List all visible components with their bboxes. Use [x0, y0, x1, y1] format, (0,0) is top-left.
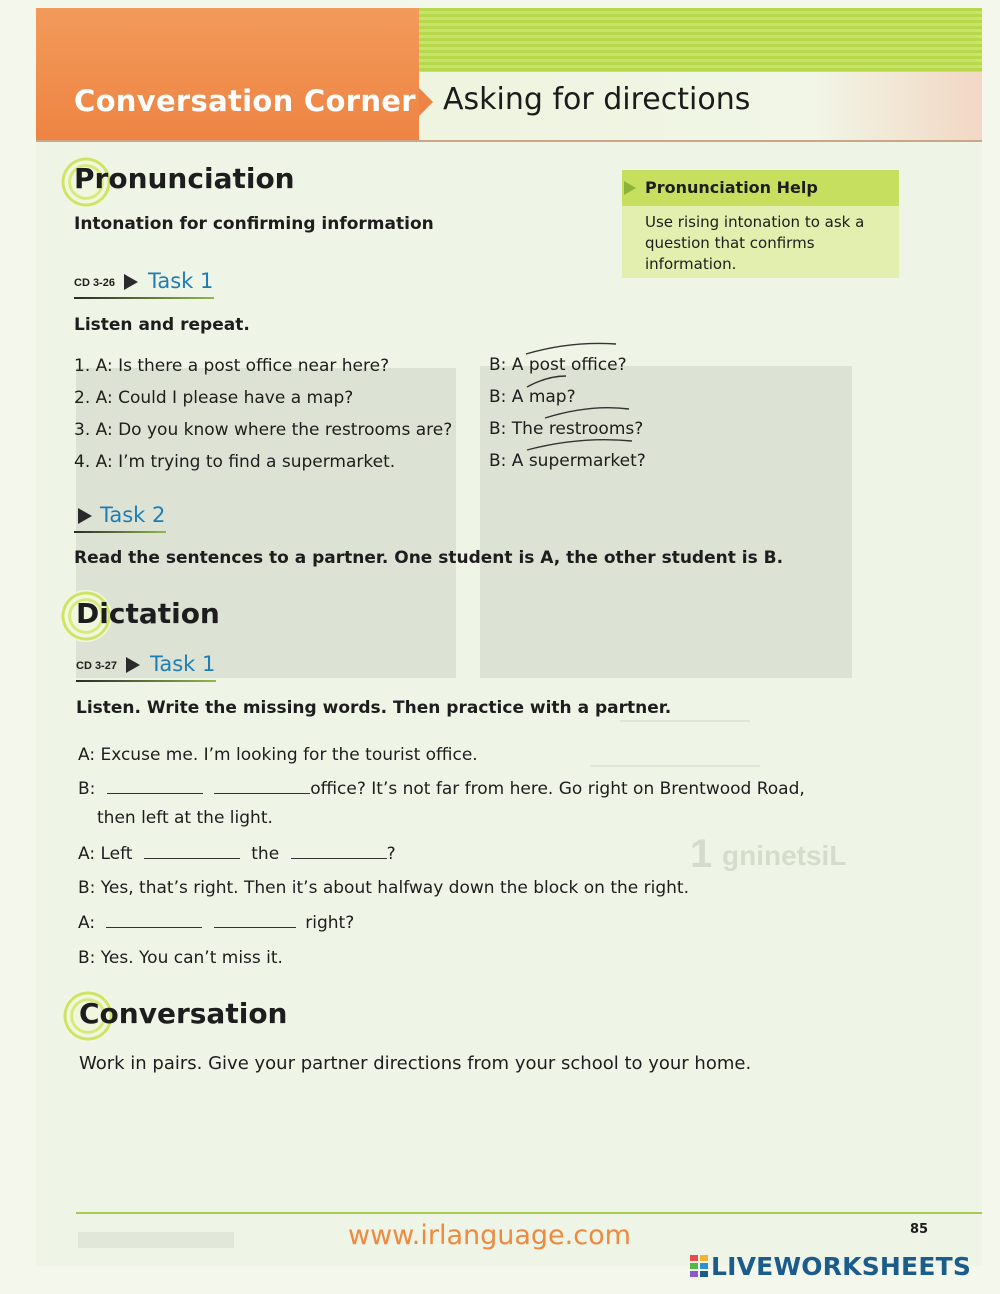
line-text: A: Left [78, 844, 133, 864]
line-b: B: The restrooms? [489, 419, 644, 439]
dictation-heading: Dictation [76, 597, 220, 630]
line-text: office? It’s not far from here. Go right on Brentwood Road, [310, 779, 805, 799]
footer-rule [76, 1212, 982, 1214]
task-label: Task 1 [150, 652, 216, 676]
dictation-line [78, 844, 396, 864]
task-underline [74, 531, 166, 533]
line-text: the [251, 844, 280, 864]
dictation-line: A: Excuse me. I’m looking for the tourist office. [78, 745, 478, 765]
answer-blank[interactable] [291, 844, 387, 859]
speaker-label: B: [78, 779, 96, 799]
line-b: B: A supermarket? [489, 451, 646, 471]
answer-blank[interactable] [214, 779, 310, 794]
footer-ghost [78, 1232, 234, 1248]
intonation-arrow-icon [527, 376, 566, 387]
conversation-heading: Conversation [79, 997, 288, 1030]
dictation-line [78, 913, 354, 933]
line-b: B: A map? [489, 387, 576, 407]
play-icon [126, 657, 140, 673]
dictation-line [78, 779, 805, 799]
page-number: 85 [910, 1222, 929, 1237]
help-title: Pronunciation Help [645, 178, 818, 197]
task-label: Task 1 [148, 269, 214, 293]
dictation-line: B: Yes, that’s right. Then it’s about halfway down the block on the right. [78, 878, 689, 898]
intonation-arrow-icon [545, 408, 629, 418]
pronunciation-heading: Pronunciation [74, 162, 295, 195]
task-instruction: Listen and repeat. [74, 315, 250, 335]
line-text: ? [386, 844, 396, 864]
intonation-arrow-icon [526, 343, 616, 354]
answer-blank[interactable] [214, 913, 296, 928]
task-instruction: Read the sentences to a partner. One student is A, the other student is B. [74, 548, 784, 568]
cd-track-label: CD 3-26 [74, 277, 115, 289]
line-a: 2. A: Could I please have a map? [74, 388, 354, 408]
line-a: 3. A: Do you know where the restrooms are? [74, 420, 453, 440]
task-instruction: Listen. Write the missing words. Then practice with a partner. [76, 698, 672, 718]
line-a: 4. A: I’m trying to find a supermarket. [74, 452, 396, 472]
intonation-arrow-icon [527, 440, 632, 450]
ghost-rule [590, 765, 760, 767]
line-b: B: A post office? [489, 355, 627, 375]
task-label: Task 2 [100, 503, 166, 527]
help-arrow-icon [624, 181, 636, 195]
ghost-rule [620, 720, 750, 722]
liveworksheets-logo-icon [690, 1255, 708, 1277]
header-subtitle: Asking for directions [443, 82, 751, 117]
liveworksheets-brand[interactable]: LIVEWORKSHEETS [711, 1252, 972, 1281]
help-text: Use rising intonation to ask a question that confirms information. [645, 213, 865, 273]
pronunciation-subheading: Intonation for confirming information [74, 214, 434, 234]
line-a: 1. A: Is there a post office near here? [74, 356, 390, 376]
speaker-label: A: [78, 913, 96, 933]
line-text: right? [305, 913, 355, 933]
answer-blank[interactable] [106, 913, 202, 928]
dictation-line: B: Yes. You can’t miss it. [78, 948, 283, 968]
play-icon [78, 508, 92, 524]
footer-url[interactable]: www.irlanguage.com [348, 1220, 631, 1251]
conversation-instruction: Work in pairs. Give your partner directions from your school to your home. [79, 1053, 752, 1074]
header-title: Conversation Corner [74, 84, 416, 118]
ghost-number: 1 [690, 832, 713, 876]
ghost-heading: gninetsiL [722, 840, 847, 871]
dictation-line: then left at the light. [97, 808, 273, 828]
answer-blank[interactable] [107, 779, 203, 794]
answer-blank[interactable] [144, 844, 240, 859]
task-underline [76, 680, 216, 682]
cd-track-label: CD 3-27 [76, 660, 117, 672]
